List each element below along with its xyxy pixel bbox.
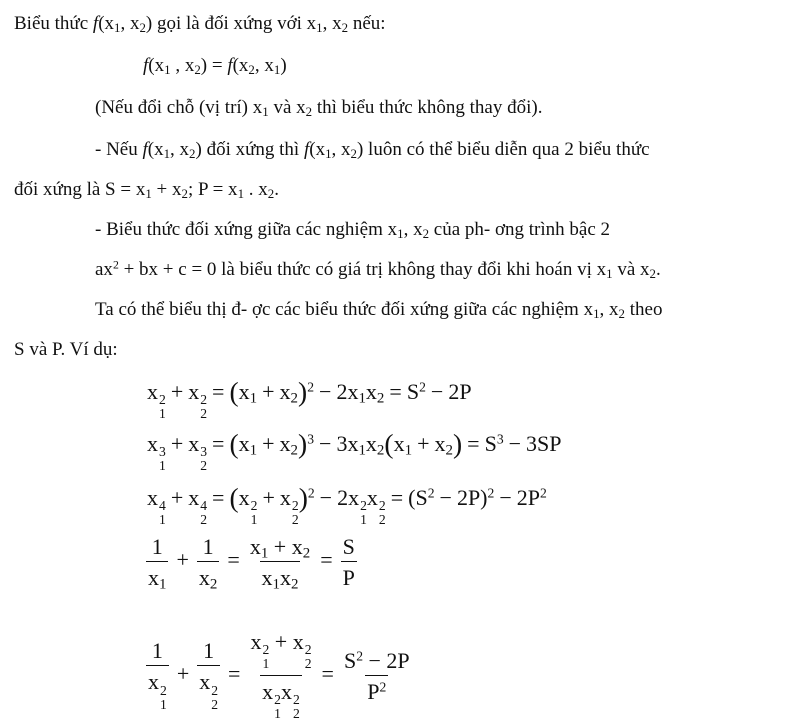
text-line-3: (Nếu đổi chỗ (vị trí) $x_1$ và $x_2$ thì biểu thức không thay đổi). (95, 97, 543, 120)
text-line-1: Biểu thức $f(x_1$, $x_2$) gọi là đối xứng với $x_1$, $x_2$ nếu: (14, 13, 386, 36)
text-line-7: $ax^2$ + bx + c = 0 là biểu thức có giá trị không thay đổi khi hoán vị $x_1$ và $x_2$. (95, 258, 661, 282)
formula-1: x 2 1 + x 2 2 = $(x_1 + x_2)^2 - 2x_1x_2 = S^2 - 2P$ (147, 376, 472, 422)
text-line-5: đối xứng là $S = x_1 + x_2$; $P = x_1$ . $x_2$. (14, 179, 279, 202)
formula-4: $\frac{1}{x_1}$ + $\frac{1}{x_2}$ = $\frac{x_1 + x_2}{x_1x_2}$ = $\frac{S}{P}$ (148, 534, 355, 593)
text-line-2: $f(x_1$ , $x_2) = f(x_2$, $x_1$) (143, 55, 287, 78)
text-line-6: - Biểu thức đối xứng giữa các nghiệm $x_1$, $x_2$ của ph- ơng trình bậc 2 (95, 219, 611, 242)
formula-5: 1 x 2 1 + 1 x 2 2 = x 2 1 + x 2 2 x 2 1 x 2 2 = $\frac{S^2 - 2P}{P^2}$ (148, 629, 410, 722)
formula-2: x 3 1 + x 3 2 = $(x_1 + x_2)^3 - 3x_1x_2(x_1 + x_2) = S^3 - 3SP$ (147, 428, 562, 474)
text-line-8: Ta có thể biểu thị đ- ợc các biểu thức đối xứng giữa các nghiệm $x_1$, $x_2$ theo (95, 299, 663, 322)
formula-3: x 4 1 + x 4 2 = (x 2 1 + x 2 2 )$^2$ − 2x 2 1 x 2 2 = $(S^2 - 2P)^2 - 2P^2$ (147, 482, 547, 528)
text-line-9: S và P. Ví dụ: (14, 339, 118, 360)
text-line-4: - Nếu $f(x_1$, $x_2$) đối xứng thì $f(x_1$, $x_2$) luôn có thể biểu diễn qua 2 biểu thức (95, 139, 650, 162)
